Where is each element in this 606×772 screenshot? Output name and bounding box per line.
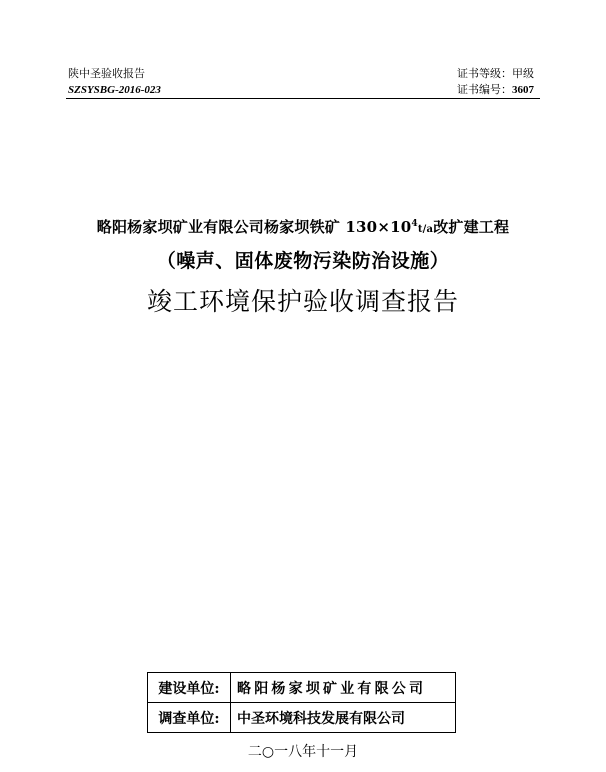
report-date: 二○一八年十一月 (247, 744, 359, 760)
certificate-grade (457, 67, 534, 81)
report-title: 竣工环境保护验收调查报告 (146, 287, 459, 316)
report-scope: （噪声、固体废物污染防治设施） (156, 250, 450, 272)
survey-unit-value: 中圣环境科技发展有限公司 (231, 703, 456, 733)
report-number: SZSYSBG-2016-023 (68, 84, 161, 96)
construction-unit-value: 略阳杨家坝矿业有限公司 (231, 673, 456, 703)
project-title-main: 略阳杨家坝矿业有限公司杨家坝铁矿 130×10 (96, 218, 412, 236)
certificate-grade-label: 证书等级： (457, 67, 512, 80)
survey-unit-label: 调查单位: (148, 703, 231, 733)
certificate-number-value: 3607 (512, 84, 534, 96)
table-row (148, 673, 456, 703)
table-row (148, 703, 456, 733)
certificate-number (457, 83, 534, 97)
header-rule (66, 98, 540, 99)
certificate-grade-value: 甲级 (512, 67, 534, 80)
project-title-unit: t/a (417, 224, 434, 235)
project-title-exponent: 4 (411, 219, 418, 229)
project-title (0, 216, 606, 237)
certificate-number-label: 证书编号： (457, 83, 512, 96)
construction-unit-label: 建设单位: (148, 673, 231, 703)
project-title-suffix: 改扩建工程 (433, 218, 510, 236)
units-table (147, 672, 456, 733)
report-issuer: 陕中圣验收报告 (68, 67, 145, 80)
